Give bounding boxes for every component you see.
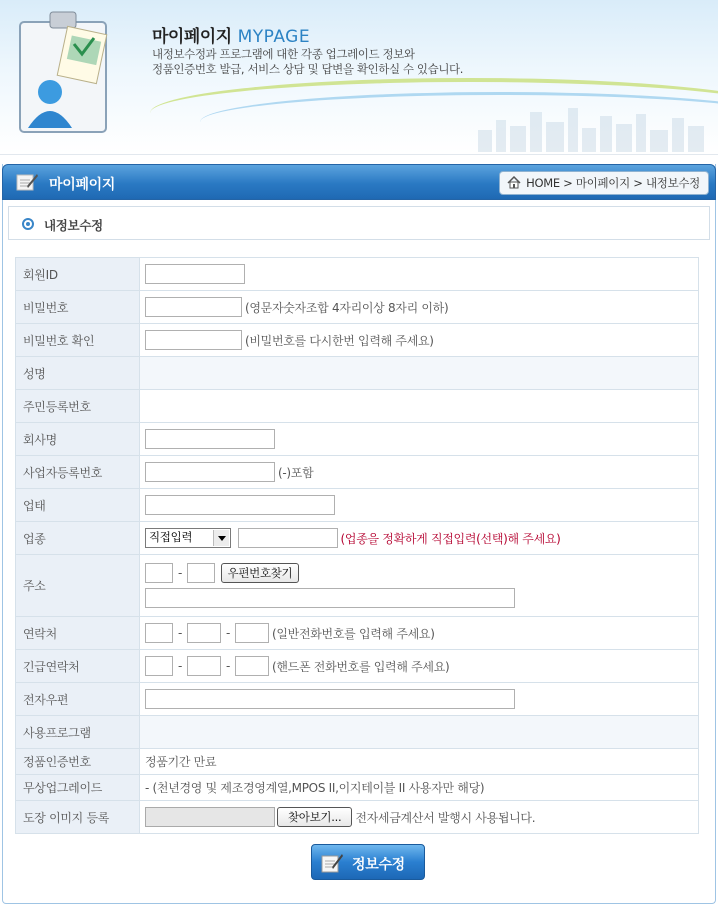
- business-item-hint: (업종을 정확하게 직접입력(선택)해 주세요): [340, 531, 561, 546]
- business-item-select-value: 직접입력: [149, 530, 193, 544]
- zip-search-button[interactable]: 우편번호찾기: [221, 563, 300, 583]
- subsection-title: 내정보수정: [44, 218, 103, 233]
- notepad-edit-icon: [320, 852, 344, 874]
- mypage-banner: [0, 0, 718, 155]
- section-titlebar: [2, 164, 716, 200]
- zip-code-second-field[interactable]: [187, 563, 215, 583]
- form-row: [16, 749, 699, 775]
- form-row: [16, 650, 699, 683]
- update-info-button[interactable]: [311, 844, 425, 880]
- address-label: 주소: [16, 555, 140, 617]
- form-row: [16, 617, 699, 650]
- seal-image-hint: 전자세금계산서 발행시 사용됩니다.: [355, 810, 536, 825]
- name-value: [140, 357, 699, 390]
- home-icon[interactable]: [507, 176, 521, 189]
- bullet-circle-icon: [22, 218, 34, 230]
- business-type-label: 업태: [16, 489, 140, 522]
- breadcrumb[interactable]: [499, 171, 709, 195]
- notepad-icon: [15, 172, 39, 192]
- banner-description: [152, 47, 463, 77]
- mobile-part1-field[interactable]: [145, 656, 173, 676]
- clipboard-user-icon: [14, 8, 114, 138]
- chevron-down-icon[interactable]: [213, 530, 229, 546]
- dash-separator: -: [225, 659, 231, 673]
- update-info-label[interactable]: 정보수정: [352, 857, 405, 873]
- phone-part2-field[interactable]: [187, 623, 221, 643]
- phone-hint: (일반전화번호를 입력해 주세요): [272, 626, 435, 641]
- name-label: 성명: [16, 357, 140, 390]
- form-row: [16, 357, 699, 390]
- form-row: [16, 324, 699, 357]
- dash-separator: -: [177, 659, 183, 673]
- form-row: [16, 258, 699, 291]
- emergency-phone-hint: (핸드폰 전화번호를 입력해 주세요): [272, 659, 450, 674]
- license-value: 정품기간 만료: [140, 749, 699, 775]
- program-value: [140, 716, 699, 749]
- member-id-label: 회원ID: [16, 258, 140, 291]
- seal-image-label: 도장 이미지 등록: [16, 801, 140, 834]
- phone-part1-field[interactable]: [145, 623, 173, 643]
- free-upgrade-value: - (천년경영 및 제조경영계열,MPOS II,이지테이블 II 사용자만 해당): [140, 775, 699, 801]
- resident-number-value: [140, 390, 699, 423]
- business-number-label: 사업자등록번호: [16, 456, 140, 489]
- form-row: [16, 522, 699, 555]
- phone-part3-field[interactable]: [235, 623, 269, 643]
- breadcrumb-text[interactable]: HOME > 마이페이지 > 내정보수정: [526, 176, 700, 190]
- password-confirm-hint: (비밀번호를 다시한번 입력해 주세요): [245, 333, 434, 348]
- phone-label: 연락처: [16, 617, 140, 650]
- browse-button[interactable]: 찾아보기...: [277, 807, 352, 827]
- resident-number-label: 주민등록번호: [16, 390, 140, 423]
- business-item-field[interactable]: [238, 528, 338, 548]
- password-confirm-label: 비밀번호 확인: [16, 324, 140, 357]
- mobile-part2-field[interactable]: [187, 656, 221, 676]
- form-row: [16, 801, 699, 834]
- program-label: 사용프로그램: [16, 716, 140, 749]
- form-row: [16, 390, 699, 423]
- business-number-field[interactable]: [145, 462, 275, 482]
- member-id-field[interactable]: [145, 264, 245, 284]
- banner-desc-line: 내정보수정과 프로그램에 대한 각종 업그레이드 정보와: [152, 47, 415, 61]
- password-hint: (영문자숫자조합 4자리이상 8자리 이하): [245, 300, 449, 315]
- dash-separator: -: [177, 626, 183, 640]
- dash-separator: -: [177, 566, 183, 580]
- password-label: 비밀번호: [16, 291, 140, 324]
- email-field[interactable]: [145, 689, 515, 709]
- form-row: [16, 291, 699, 324]
- company-name-label: 회사명: [16, 423, 140, 456]
- form-row: [16, 423, 699, 456]
- section-title: 마이페이지: [49, 177, 116, 193]
- form-row: [16, 775, 699, 801]
- mobile-part3-field[interactable]: [235, 656, 269, 676]
- seal-file-path-field[interactable]: [145, 807, 275, 827]
- banner-title-en: MYPAGE: [237, 27, 311, 47]
- business-item-select[interactable]: [145, 528, 231, 548]
- password-field[interactable]: [145, 297, 242, 317]
- banner-title: 마이페이지 MYPAGE: [152, 27, 311, 47]
- business-number-hint: (-)포함: [278, 465, 314, 480]
- business-type-field[interactable]: [145, 495, 335, 515]
- email-label: 전자우편: [16, 683, 140, 716]
- form-row: [16, 555, 699, 617]
- member-info-form: [15, 257, 699, 834]
- business-item-label: 업종: [16, 522, 140, 555]
- form-row: [16, 456, 699, 489]
- emergency-phone-label: 긴급연락처: [16, 650, 140, 683]
- dash-separator: -: [225, 626, 231, 640]
- zip-code-first-field[interactable]: [145, 563, 173, 583]
- company-name-field[interactable]: [145, 429, 275, 449]
- address-detail-field[interactable]: [145, 588, 515, 608]
- subsection-header: [8, 206, 710, 240]
- form-row: [16, 683, 699, 716]
- password-confirm-field[interactable]: [145, 330, 242, 350]
- form-row: [16, 489, 699, 522]
- license-label: 정품인증번호: [16, 749, 140, 775]
- free-upgrade-label: 무상업그레이드: [16, 775, 140, 801]
- form-row: [16, 716, 699, 749]
- banner-desc-line: 정품인증번호 발급, 서비스 상담 및 답변을 확인하실 수 있습니다.: [152, 62, 463, 76]
- city-skyline-graphic: [478, 108, 708, 152]
